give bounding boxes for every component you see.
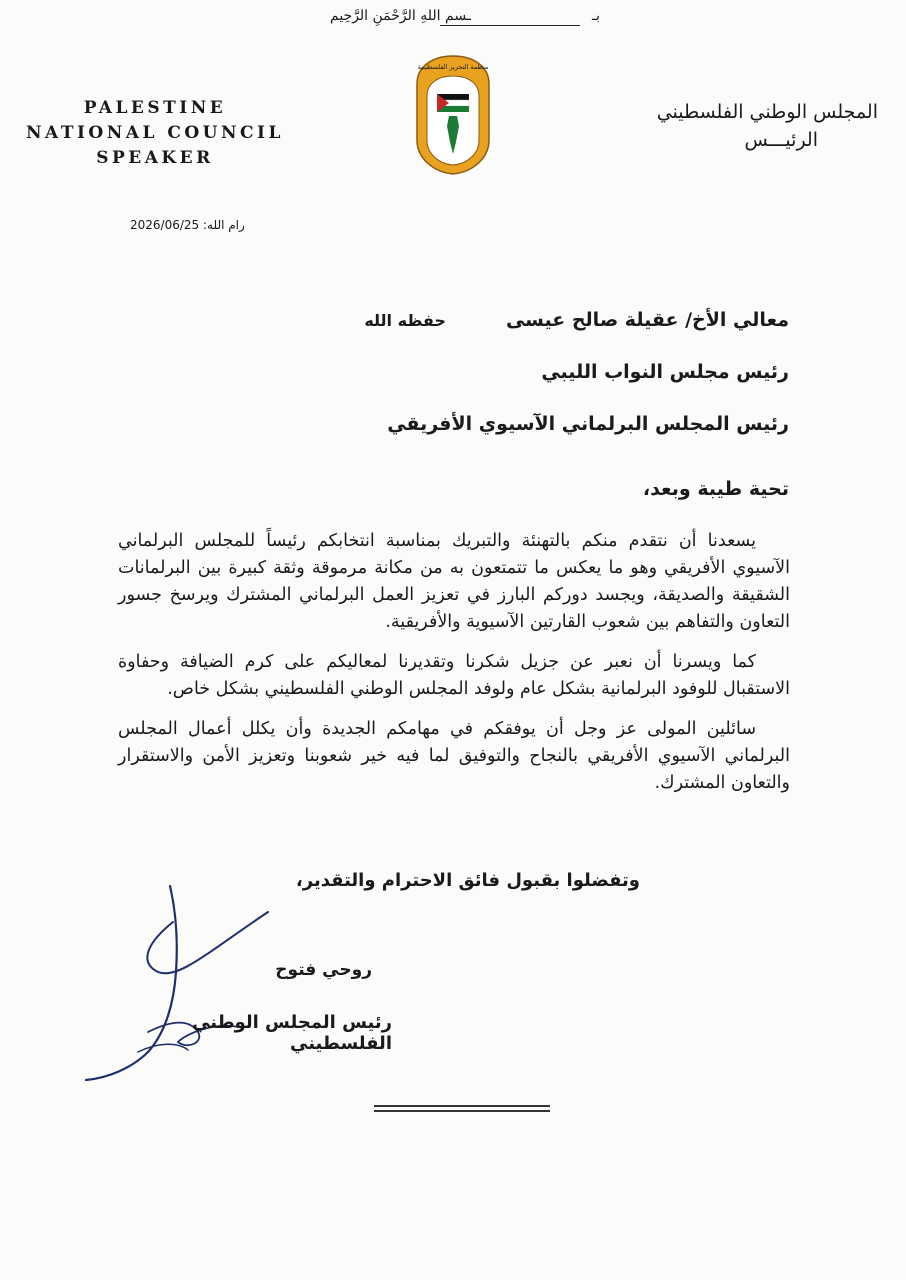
emblem-text: منظمة التحرير الفلسطينية xyxy=(417,63,489,71)
letter-body xyxy=(118,528,790,810)
plo-emblem-icon xyxy=(415,54,491,176)
basmala-prefix: بـ xyxy=(592,8,600,24)
addressee-line-3: رئيس المجلس البرلماني الآسيوي الأفريقي xyxy=(387,413,789,435)
paragraph: كما ويسرنا أن نعبر عن جزيل شكرنا وتقديرنا لمعاليكم على كرم الضيافة وحفاوة الاستقبال للوفود البرلمانية بشكل عام ولوفد المجلس الوطني الفلسطيني بشكل خاص. xyxy=(118,652,790,699)
addressee-line-1 xyxy=(269,300,789,352)
footer-divider xyxy=(374,1105,550,1113)
arabic-speaker-title: الرئيـــس xyxy=(744,129,818,151)
signatory-title: رئيس المجلس الوطني الفلسطيني xyxy=(192,1012,392,1054)
addressee-name: معالي الأخ/ عقيلة صالح عيسى xyxy=(505,309,789,331)
basmala xyxy=(320,6,600,34)
letter-date xyxy=(130,218,260,232)
letterhead-line-1: PALESTINE xyxy=(83,98,227,118)
paragraph: يسعدنا أن نتقدم منكم بالتهنئة والتبريك بمناسبة انتخابكم رئيساً للمجلس البرلماني الآسيوي الأفريقي وهو ما يعكس ما تتمتعون به من مكانة مرموقة وثقة كبيرة بين البرلمانات الشقيقة والصديقة، ويجسد دوركم البارز في تعزيز العمل البرلماني المشترك ويرسخ جسور التعاون والتفاهم بين شعوب القارتين الآسيوية والأفريقية. xyxy=(118,531,790,632)
letterhead-line-3: SPEAKER xyxy=(96,148,214,168)
signatory-name: روحي فتوح xyxy=(275,960,372,980)
greeting: تحية طيبة وبعد، xyxy=(642,478,789,500)
arabic-org-name: المجلس الوطني الفلسطيني xyxy=(656,101,878,123)
addressee-line-2: رئيس مجلس النواب الليبي xyxy=(541,361,789,383)
addressee-honorific: حفظه الله xyxy=(364,311,446,330)
basmala-text: ـسم اللهِ الرَّحْمَنِ الرَّحِيم xyxy=(330,8,471,24)
date-label: رام الله: xyxy=(203,218,245,232)
paragraph: سائلين المولى عز وجل أن يوفقكم في مهامكم الجديدة وأن يكلل أعمال المجلس البرلماني الآسيوي الأفريقي بالنجاح والتوفيق لما فيه خير شعوبنا وتعزيز الأمن والاستقرار والتعاون المشترك. xyxy=(118,719,790,793)
date-value: 2026/06/25 xyxy=(130,218,200,232)
arabic-letterhead xyxy=(618,98,878,154)
letterhead-line-2: NATIONAL COUNCIL xyxy=(26,123,284,143)
basmala-line xyxy=(440,25,580,26)
addressee-block xyxy=(269,300,789,456)
closing-line: وتفضلوا بقبول فائق الاحترام والتقدير، xyxy=(295,870,640,891)
english-letterhead xyxy=(24,96,286,171)
